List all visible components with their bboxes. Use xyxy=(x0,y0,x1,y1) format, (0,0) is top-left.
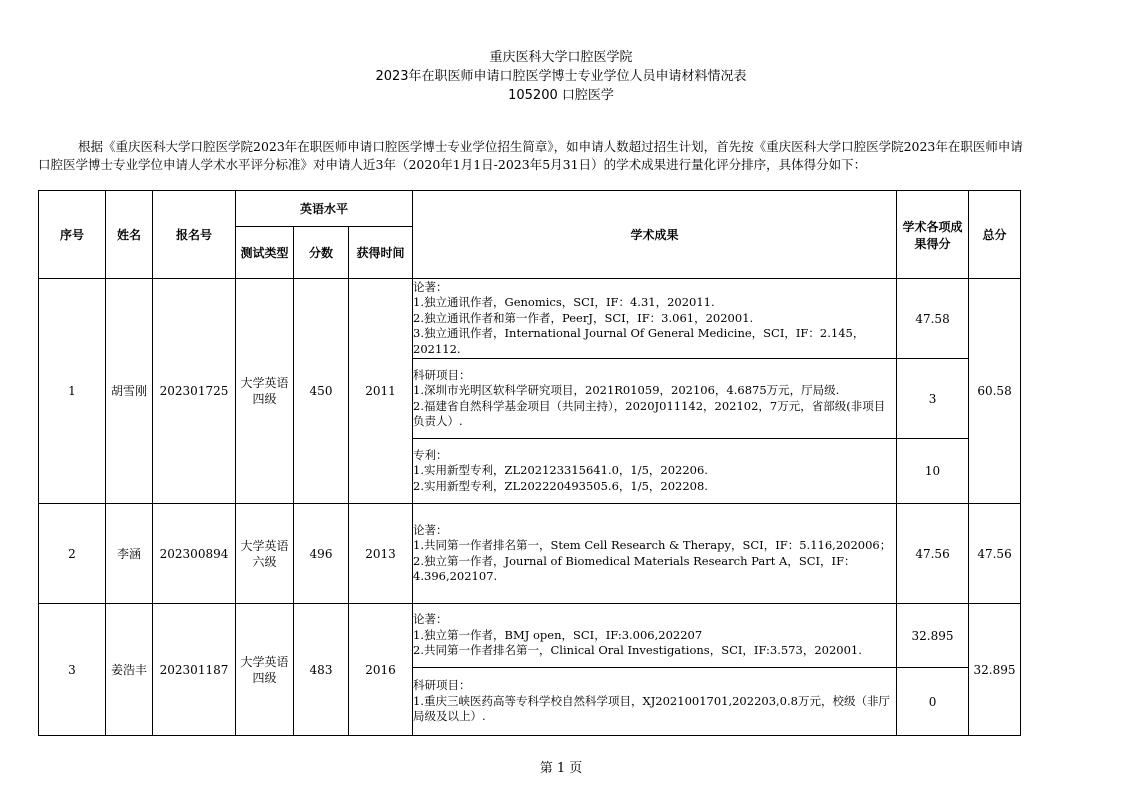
seq-cell: 2 xyxy=(39,504,106,604)
table-row xyxy=(39,504,1021,604)
header-english: 英语水平 xyxy=(236,191,413,227)
form-title: 2023年在职医师申请口腔医学博士专业学位人员申请材料情况表 xyxy=(375,69,747,84)
english-score-cell: 450 xyxy=(294,279,349,504)
achievement-cell xyxy=(413,359,897,439)
achievement-cell xyxy=(413,604,897,668)
item-score-cell: 47.56 xyxy=(897,504,969,604)
item-score-cell: 10 xyxy=(897,439,969,504)
table-row xyxy=(39,279,1021,359)
page-number: 第 1 页 xyxy=(539,761,583,776)
total-score-cell: 60.58 xyxy=(969,279,1021,504)
achievement-line: 1.独立第一作者，BMJ open，SCI，IF:3.006,202207 xyxy=(413,627,703,642)
seq-cell: 3 xyxy=(39,604,106,736)
total-score-cell: 32.895 xyxy=(969,604,1021,736)
document-title-block xyxy=(0,48,1122,105)
achievement-line: 2.独立通讯作者和第一作者，PeerJ，SCI，IF：3.061，202001. xyxy=(413,310,754,325)
english-score-cell: 496 xyxy=(294,504,349,604)
institution-title: 重庆医科大学口腔医学院 xyxy=(489,50,633,65)
achievement-line: 1.独立通讯作者，Genomics，SCI，IF：4.31，202011. xyxy=(413,295,715,310)
test-type-cell: 大学英语四级 xyxy=(236,604,294,736)
achievement-line: 论著： xyxy=(413,279,448,294)
achievement-line: 专利： xyxy=(413,447,448,462)
achievement-line: 1.深圳市光明区软科学研究项目，2021R01059，202106，4.6875万元，厅局级. xyxy=(413,383,840,397)
header-total: 总分 xyxy=(969,191,1021,279)
obtained-time-cell: 2013 xyxy=(349,504,413,604)
table-body xyxy=(39,279,1021,736)
achievement-cell xyxy=(413,668,897,736)
total-score-cell: 47.56 xyxy=(969,504,1021,604)
application-table xyxy=(38,190,1021,736)
achievement-line: 2.独立第一作者，Journal of Biomedical Materials Research Part A，SCI，IF：4.396,202107. xyxy=(413,553,856,583)
header-name: 姓名 xyxy=(106,191,153,279)
header-item-score: 学术各项成果得分 xyxy=(897,191,969,279)
table-row xyxy=(39,604,1021,668)
test-type-cell: 大学英语六级 xyxy=(236,504,294,604)
achievement-line: 2.实用新型专利，ZL202220493505.6，1/5，202208. xyxy=(413,478,708,493)
header-score: 分数 xyxy=(294,227,349,279)
item-score-cell: 0 xyxy=(897,668,969,736)
reg-no-cell: 202300894 xyxy=(153,504,236,604)
achievement-line: 科研项目： xyxy=(413,367,471,382)
reg-no-cell: 202301187 xyxy=(153,604,236,736)
obtained-time-cell: 2016 xyxy=(349,604,413,736)
achievement-line: 论著： xyxy=(413,612,448,627)
intro-paragraph xyxy=(38,138,1023,174)
header-reg-no: 报名号 xyxy=(153,191,236,279)
achievement-line: 3.独立通讯作者，International Journal Of General Medicine，SCI，IF：2.145，202112. xyxy=(413,326,865,356)
seq-cell: 1 xyxy=(39,279,106,504)
header-seq: 序号 xyxy=(39,191,106,279)
achievement-line: 2.福建省自然科学基金项目（共同主持），2020J011142，202102，7万元，省部级(非项目负责人）. xyxy=(413,398,886,428)
name-cell: 胡雪刚 xyxy=(106,279,153,504)
obtained-time-cell: 2011 xyxy=(349,279,413,504)
major-title: 105200 口腔医学 xyxy=(508,88,614,103)
test-type-cell: 大学英语四级 xyxy=(236,279,294,504)
achievement-cell xyxy=(413,504,897,604)
item-score-cell: 47.58 xyxy=(897,279,969,359)
header-achievements: 学术成果 xyxy=(413,191,897,279)
english-score-cell: 483 xyxy=(294,604,349,736)
achievement-cell xyxy=(413,279,897,359)
achievement-line: 科研项目： xyxy=(413,678,471,693)
achievement-line: 论著： xyxy=(413,522,448,537)
name-cell: 李涵 xyxy=(106,504,153,604)
achievement-line: 2.共同第一作者排名第一，Clinical Oral Investigations，SCI，IF:3.573，202001. xyxy=(413,643,862,658)
achievement-cell xyxy=(413,439,897,504)
intro-text: 根据《重庆医科大学口腔医学院2023年在职医师申请口腔医学博士专业学位招生简章》，如申请人数超过招生计划，首先按《重庆医科大学口腔医学院2023年在职医师申请口腔医学博士专业学位申请人学术水平评分标准》对申请人近3年（2020年1月1日-2023年5月31日）的学术成果进行量化评分排序，具体得分如下： xyxy=(38,139,1023,172)
achievement-line: 1.实用新型专利，ZL202123315641.0，1/5，202206. xyxy=(413,463,708,478)
reg-no-cell: 202301725 xyxy=(153,279,236,504)
header-time: 获得时间 xyxy=(349,227,413,279)
item-score-cell: 3 xyxy=(897,359,969,439)
header-test-type: 测试类型 xyxy=(236,227,294,279)
item-score-cell: 32.895 xyxy=(897,604,969,668)
achievement-line: 1.重庆三峡医药高等专科学校自然科学项目，XJ2021001701,202203,0.8万元，校级（非厅局级及以上）. xyxy=(413,693,890,724)
name-cell: 姜浩丰 xyxy=(106,604,153,736)
achievement-line: 1.共同第一作者排名第一，Stem Cell Research & Therapy，SCI，IF：5.116,202006； xyxy=(413,538,892,552)
